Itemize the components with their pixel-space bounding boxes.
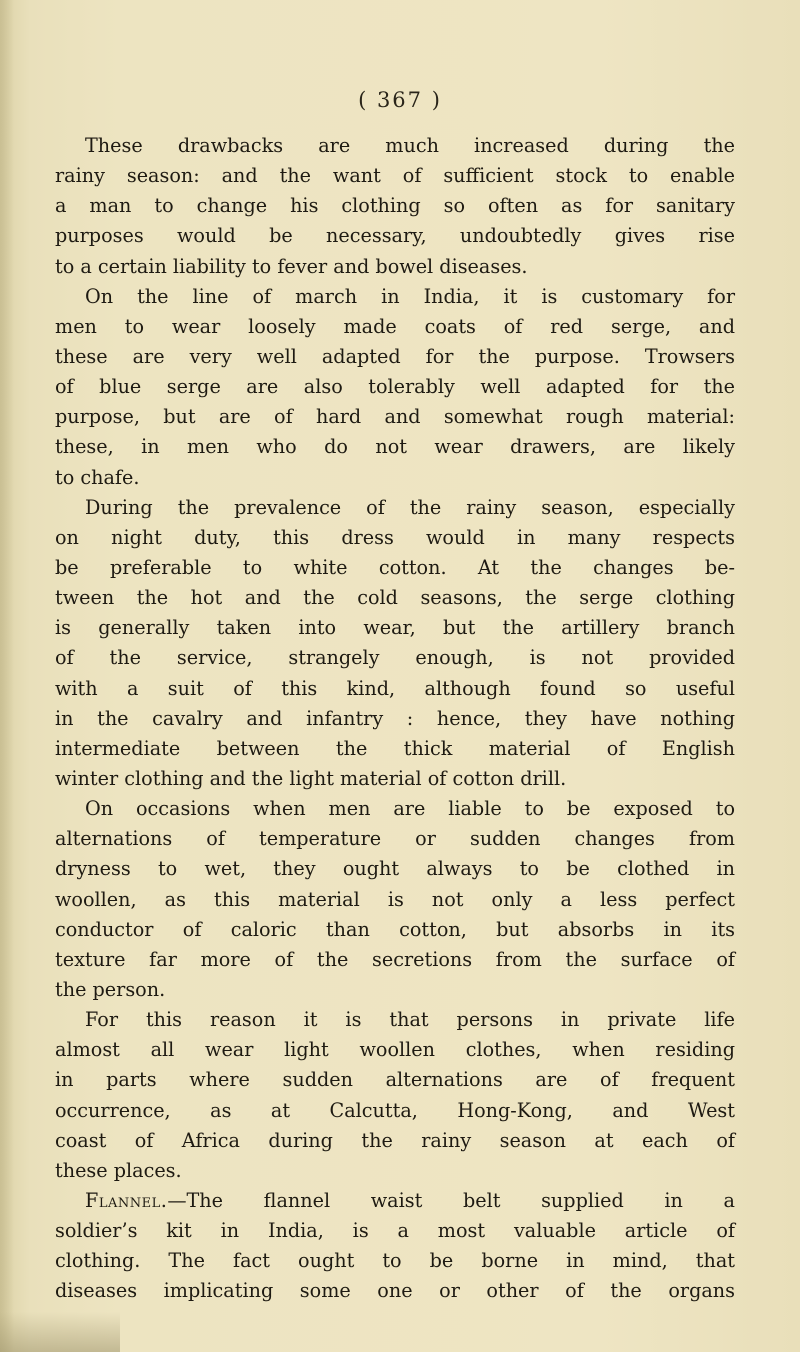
text-line	[55, 704, 735, 734]
text-line	[55, 1186, 735, 1216]
text-line	[55, 191, 735, 221]
text-line	[55, 854, 735, 884]
line-text: with a suit of this kind, although found so useful	[55, 676, 735, 700]
text-line	[55, 915, 735, 945]
line-text: woollen, as this material is not only a less perfect	[55, 887, 735, 911]
line-text: the person.	[55, 977, 166, 1001]
line-text: diseases implicating some one or other of the organs	[55, 1279, 735, 1303]
page-number: ( 367 )	[358, 88, 442, 112]
text-line	[55, 553, 735, 583]
line-text: a man to change his clothing so often as for sanitary	[55, 194, 735, 218]
line-text: men to wear loosely made coats of red serge, and	[55, 314, 735, 338]
line-text: purpose, but are of hard and somewhat rough material:	[55, 405, 735, 429]
text-line	[55, 1065, 735, 1095]
line-text: conductor of caloric than cotton, but absorbs in its	[55, 917, 735, 941]
text-line	[55, 1035, 735, 1065]
line-text: clothing. The fact ought to be borne in mind, that	[55, 1249, 735, 1273]
text-line	[55, 402, 735, 432]
text-line	[55, 1216, 735, 1246]
text-line	[55, 493, 735, 523]
text-line	[55, 794, 735, 824]
line-text: to a certain liability to fever and bowel diseases.	[55, 254, 528, 278]
text-line	[55, 885, 735, 915]
line-text: is generally taken into wear, but the artillery branch	[55, 616, 735, 640]
line-text: of blue serge are also tolerably well adapted for the	[55, 375, 735, 399]
text-line	[55, 1005, 735, 1035]
line-text: almost all wear light woollen clothes, when residing	[55, 1038, 735, 1062]
line-text: these are very well adapted for the purpose. Trowsers	[55, 344, 735, 368]
text-line	[55, 643, 735, 673]
text-line	[55, 523, 735, 553]
text-line	[55, 945, 735, 975]
section-lead: Flannel.	[85, 1188, 168, 1212]
text-line	[55, 1096, 735, 1126]
line-text: these places.	[55, 1158, 182, 1182]
text-line	[55, 734, 735, 764]
line-text: of the service, strangely enough, is not provided	[55, 646, 735, 670]
text-line	[55, 312, 735, 342]
text-line	[55, 674, 735, 704]
line-text: coast of Africa during the rainy season at each of	[55, 1128, 735, 1152]
text-line	[55, 613, 735, 643]
line-text: For this reason it is that persons in private life	[85, 1008, 735, 1032]
text-line	[55, 463, 735, 493]
line-text: soldier’s kit in India, is a most valuable article of	[55, 1219, 735, 1243]
text-line	[55, 1246, 735, 1276]
line-text: these, in men who do not wear drawers, are likely	[55, 435, 735, 459]
line-text: tween the hot and the cold seasons, the serge clothing	[55, 586, 735, 610]
line-text: texture far more of the secretions from the surface of	[55, 947, 735, 971]
text-line	[55, 161, 735, 191]
text-line	[55, 1156, 735, 1186]
line-text: on night duty, this dress would in many respects	[55, 525, 735, 549]
line-text: On the line of march in India, it is customary for	[85, 284, 735, 308]
text-line	[55, 764, 735, 794]
text-line	[55, 131, 735, 161]
text-line	[55, 342, 735, 372]
text-line	[55, 1276, 735, 1306]
line-text: purposes would be necessary, undoubtedly gives rise	[55, 224, 735, 248]
line-text: winter clothing and the light material of cotton drill.	[55, 766, 567, 790]
text-line	[55, 221, 735, 251]
line-text: be preferable to white cotton. At the changes be-	[55, 555, 735, 579]
text-line	[55, 1126, 735, 1156]
text-line	[55, 975, 735, 1005]
line-text: intermediate between the thick material of English	[55, 736, 735, 760]
line-text: alternations of temperature or sudden changes from	[55, 827, 735, 851]
line-text: dryness to wet, they ought always to be clothed in	[55, 857, 735, 881]
line-text: in the cavalry and infantry : hence, they have nothing	[55, 706, 735, 730]
text-line	[55, 583, 735, 613]
line-text: —The flannel waist belt supplied in a	[167, 1188, 735, 1212]
corner-shadow	[0, 1312, 120, 1352]
text-line	[55, 432, 735, 462]
text-line	[55, 282, 735, 312]
text-line	[55, 824, 735, 854]
binding-shadow	[0, 0, 14, 1352]
text-line	[55, 372, 735, 402]
line-text: During the prevalence of the rainy season, especially	[85, 495, 735, 519]
text-line	[55, 252, 735, 282]
body-text	[55, 131, 735, 1306]
line-text: rainy season: and the want of sufficient stock to enable	[55, 164, 735, 188]
line-text: occurrence, as at Calcutta, Hong-Kong, and West	[55, 1098, 735, 1122]
line-text: to chafe.	[55, 465, 140, 489]
line-text: On occasions when men are liable to be exposed to	[85, 797, 735, 821]
line-text: in parts where sudden alternations are of frequent	[55, 1068, 735, 1092]
line-text: These drawbacks are much increased during the	[85, 134, 735, 157]
